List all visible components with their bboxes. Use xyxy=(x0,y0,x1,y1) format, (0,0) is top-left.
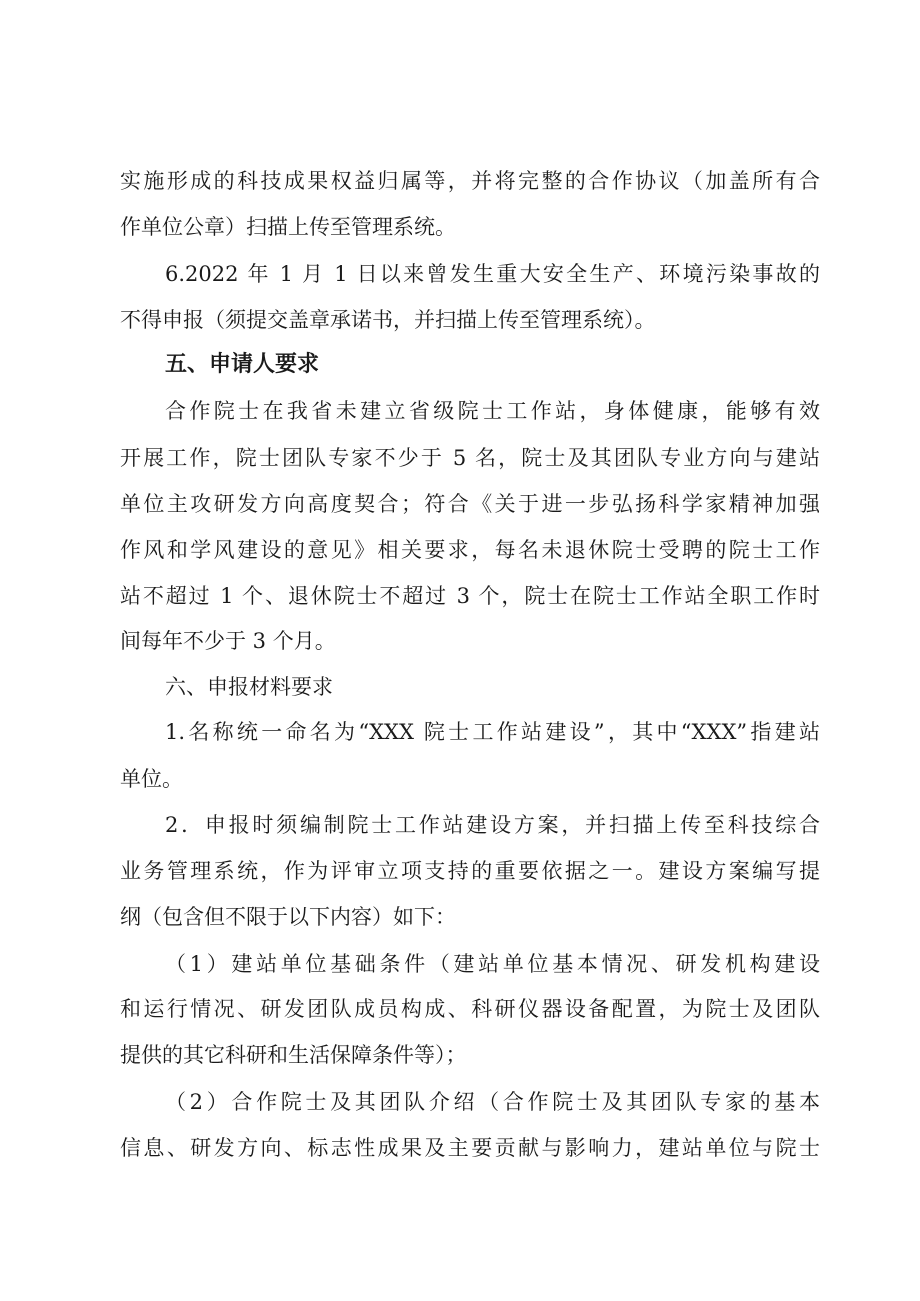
paragraph-line: 信息、研发方向、标志性成果及主要贡献与影响力，建站单位与院士 xyxy=(120,1136,820,1160)
paragraph-line: 纲（包含但不限于以下内容）如下： xyxy=(120,905,456,929)
section-heading: 六、申报材料要求 xyxy=(165,675,333,699)
paragraph-line: 开展工作，院士团队专家不少于 5 名，院士及其团队专业方向与建站 xyxy=(120,446,820,470)
paragraph-line: 作单位公章）扫描上传至管理系统。 xyxy=(120,215,456,239)
paragraph-line: 6.2022 年 1 月 1 日以来曾发生重大安全生产、环境污染事故的 xyxy=(165,262,820,286)
paragraph-line: 实施形成的科技成果权益归属等，并将完整的合作协议（加盖所有合 xyxy=(120,169,820,193)
paragraph-line: （2）合作院士及其团队介绍（合作院士及其团队专家的基本 xyxy=(165,1090,820,1114)
paragraph-line: 和运行情况、研发团队成员构成、科研仪器设备配置，为院士及团队 xyxy=(120,997,820,1021)
paragraph-line: 不得申报（须提交盖章承诺书，并扫描上传至管理系统）。 xyxy=(120,308,656,332)
paragraph-line: 作风和学风建设的意见》相关要求，每名未退休院士受聘的院士工作 xyxy=(120,538,820,562)
paragraph-line: 业务管理系统，作为评审立项支持的重要依据之一。建设方案编写提 xyxy=(120,859,820,883)
paragraph-line: 2．申报时须编制院士工作站建设方案，并扫描上传至科技综合 xyxy=(165,813,820,837)
paragraph-line: （1）建站单位基础条件（建站单位基本情况、研发机构建设 xyxy=(165,952,820,976)
paragraph-line: 间每年不少于 3 个月。 xyxy=(120,629,336,653)
paragraph-line: 单位。 xyxy=(120,767,183,791)
paragraph-line: 1.名称统一命名为“XXX 院士工作站建设”，其中“XXX”指建站 xyxy=(165,720,820,744)
paragraph-line: 单位主攻研发方向高度契合；符合《关于进一步弘扬科学家精神加强 xyxy=(120,492,820,516)
paragraph-line: 合作院士在我省未建立省级院士工作站，身体健康，能够有效 xyxy=(165,399,820,423)
paragraph-line: 站不超过 1 个、退休院士不超过 3 个，院士在院士工作站全职工作时 xyxy=(120,584,820,608)
section-heading: 五、申请人要求 xyxy=(165,352,320,377)
paragraph-line: 提供的其它科研和生活保障条件等）； xyxy=(120,1043,467,1067)
